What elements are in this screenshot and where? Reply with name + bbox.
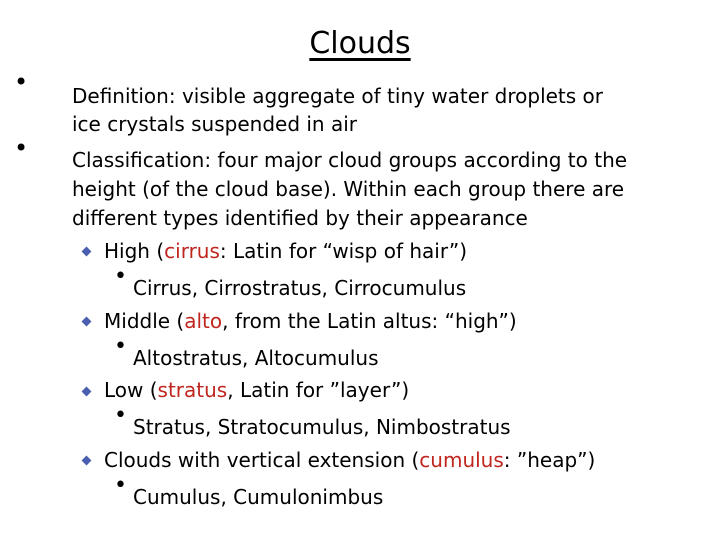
bullet-icon: • (114, 403, 127, 428)
group-pre: High ( (104, 239, 165, 263)
group-term: stratus (157, 378, 228, 402)
group-types-middle: Altostratus, Altocumulus (133, 346, 379, 370)
group-types-vertical: Cumulus, Cumulonimbus (133, 485, 384, 509)
classification-line-1: Classification: four major cloud groups according to the (72, 148, 628, 172)
classification-line-3: different types identified by their appearance (72, 206, 528, 230)
group-term: cirrus (164, 239, 220, 263)
group-post: , from the Latin altus: “high”) (222, 309, 517, 333)
group-pre: Low ( (104, 378, 158, 402)
bullet-icon: • (14, 68, 29, 96)
bullet-icon: • (114, 473, 127, 498)
group-heading-low (104, 378, 409, 402)
group-pre: Middle ( (104, 309, 185, 333)
diamond-bullet-icon (82, 387, 92, 397)
group-types-high: Cirrus, Cirrostratus, Cirrocumulus (133, 276, 467, 300)
group-term: alto (184, 309, 223, 333)
slide-title: Clouds (309, 26, 411, 61)
group-post: : ”heap”) (503, 448, 596, 472)
bullet-icon: • (14, 134, 29, 162)
diamond-bullet-icon (82, 317, 92, 327)
classification-line-2: height (of the cloud base). Within each group there are (72, 177, 625, 201)
group-heading-vertical (104, 448, 595, 472)
definition-line-1: Definition: visible aggregate of tiny water droplets or (72, 84, 604, 108)
diamond-bullet-icon (82, 247, 92, 257)
group-heading-middle (104, 309, 517, 333)
group-pre: Clouds with vertical extension ( (104, 448, 420, 472)
group-heading-high (104, 239, 467, 263)
group-post: : Latin for “wisp of hair”) (219, 239, 468, 263)
group-types-low: Stratus, Stratocumulus, Nimbostratus (133, 415, 511, 439)
bullet-icon: • (114, 334, 127, 359)
group-term: cumulus (419, 448, 504, 472)
definition-line-2: ice crystals suspended in air (72, 112, 357, 136)
bullet-icon: • (114, 264, 127, 289)
group-post: , Latin for ”layer”) (227, 378, 410, 402)
diamond-bullet-icon (82, 456, 92, 466)
